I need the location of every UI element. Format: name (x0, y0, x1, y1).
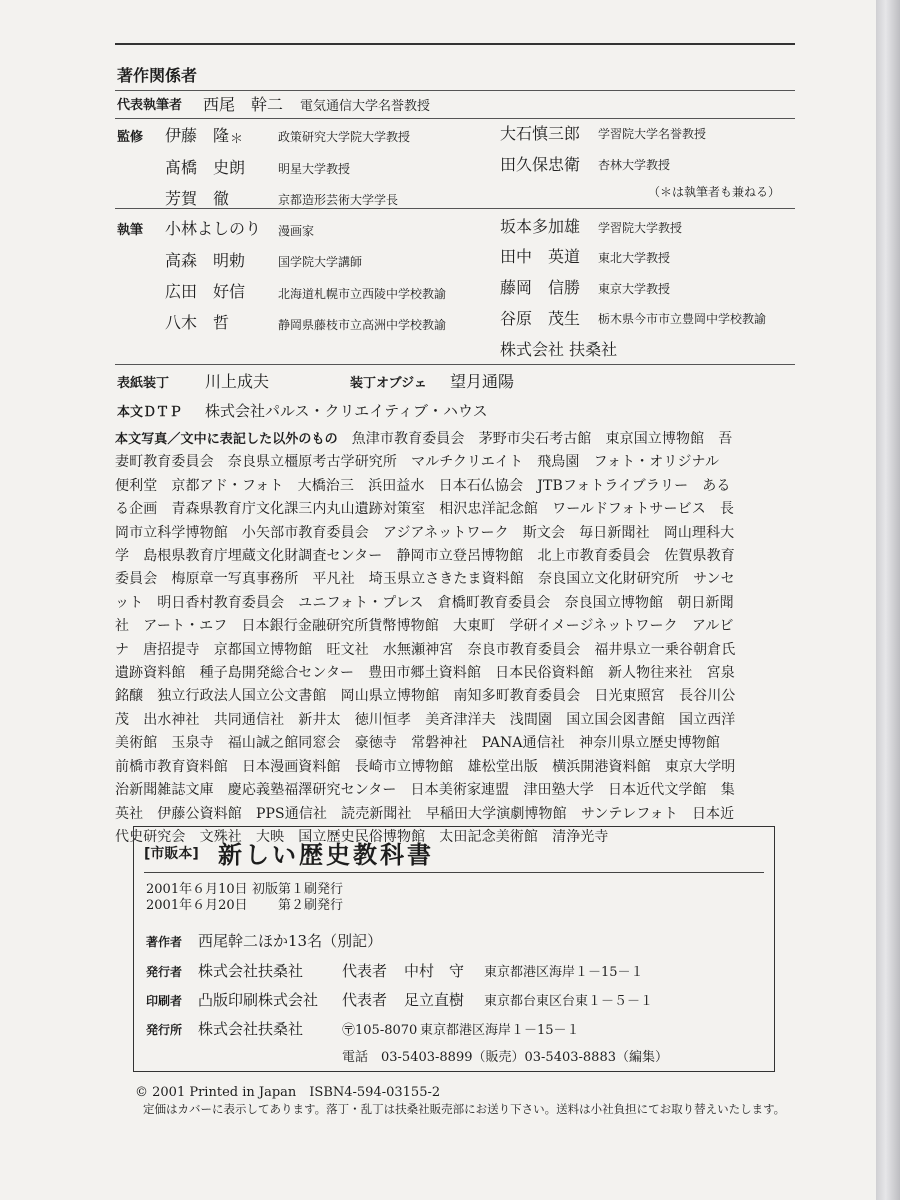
publisher-rep: 中村 守 (404, 962, 465, 980)
printer-rep-label: 代表者 (342, 991, 388, 1009)
writer-name: 坂本多加雄 (500, 217, 581, 236)
supervisor-name: 髙橋 史朗 (165, 158, 246, 177)
colophon-box (133, 826, 775, 1072)
credit-line: 便利堂 京都アド・フォト 大橋治三 浜田益水 日本石仏協会 JTBフォトライブラリー ある (115, 477, 731, 494)
cover-object-label: 装丁オブジェ (350, 376, 427, 391)
supervisor-affiliation: 政策研究大学院大学教授 (278, 130, 411, 144)
publisher-address: 東京都港区海岸１－15－１ (484, 965, 644, 980)
credit-line: 代史研究会 文殊社 大映 国立歴史民俗博物館 太田記念美術館 清浄光寺 (115, 828, 609, 845)
supervisor-mark: ＊ (230, 132, 244, 147)
rule (115, 208, 795, 209)
supervisor-affiliation: 京都造形芸術大学学長 (278, 193, 399, 207)
section-title: 著作関係者 (117, 66, 198, 85)
printer-rep: 足立直樹 (404, 991, 465, 1009)
rule (115, 90, 795, 91)
credit-line: 美術館 玉泉寺 福山誠之館同窓会 豪徳寺 常磐神社 PANA通信社 神奈川県立歴史博物館 (115, 735, 721, 752)
credit-line: 英社 伊藤公資料館 PPS通信社 読売新聞社 早稲田大学演劇博物館 サンテレフォト 日本近 (115, 805, 735, 822)
credit-line: 岡市立科学博物館 小矢部市教育委員会 アジアネットワーク 斯文会 毎日新聞社 岡山理科大 (115, 524, 735, 541)
supervisor-name: 芳賀 徹 (165, 189, 230, 208)
writer-affiliation: 北海道札幌市立西陵中学校教諭 (278, 287, 447, 301)
credit-line (115, 428, 799, 451)
supervisor-name: 田久保忠衛 (500, 155, 581, 174)
credit-line: 遺跡資料館 種子島開発総合センター 豊田市郷土資料館 日本民俗資料館 新人物往来社 宮泉 (115, 665, 735, 682)
credit-line: 妻町教育委員会 奈良県立橿原考古学研究所 マルチクリエイト 飛鳥園 フォト・オリジナル (115, 454, 720, 471)
representative-affiliation: 電気通信大学名誉教授 (300, 99, 431, 114)
office-company: 株式会社扶桑社 (198, 1020, 304, 1038)
supervision-label: 監修 (117, 130, 144, 145)
writer-name: 藤岡 信勝 (500, 278, 581, 297)
phone: 電話 03-5403-8899（販売）03-5403-8883（編集） (342, 1050, 668, 1065)
representative-name: 西尾 幹二 (203, 95, 284, 114)
supervisor-name: 大石慎三郎 (500, 124, 581, 143)
writer-affiliation: 東北大学教授 (598, 251, 671, 265)
cover-object-name: 望月通陽 (450, 372, 515, 391)
printing-date: 2001年６月20日 (146, 898, 248, 913)
writers-label: 執筆 (117, 223, 144, 238)
supervisor-affiliation: 明星大学教授 (278, 162, 351, 176)
cover-name: 川上成夫 (205, 372, 270, 391)
printing-edition: 第２刷発行 (278, 898, 344, 913)
credit-line: 茂 出水神社 共同通信社 新井太 徳川恒孝 美斉津洋夫 浅間園 国立国会図書館 国立西洋 (115, 711, 736, 728)
writer-name: 田中 英道 (500, 247, 581, 266)
credit-line: ット 明日香村教育委員会 ユニフォト・プレス 倉橋町教育委員会 奈良国立博物館 朝日新聞 (115, 594, 734, 611)
author-value: 西尾幹二ほか13名（別記） (198, 932, 383, 950)
credit-line: 治新聞雑誌文庫 慶応義塾福澤研究センター 日本美術家連盟 津田塾大学 日本近代文学館 集 (115, 782, 735, 799)
printing-date: 2001年６月10日 (146, 882, 248, 897)
office-label: 発行所 (146, 1023, 183, 1037)
writer-affiliation: 漫画家 (278, 224, 315, 238)
writer-affiliation: 学習院大学教授 (598, 221, 683, 235)
book-title: 新しい歴史教科書 (218, 840, 434, 869)
supervisor-name: 伊藤 隆 (165, 126, 230, 145)
notice: 定価はカバーに表示してあります。落丁・乱丁は扶桑社販売部にお送り下さい。送料は小社負担にてお取り替えいたします。 (143, 1102, 786, 1116)
writer-name: 谷原 茂生 (500, 309, 581, 328)
writer-company: 株式会社 扶桑社 (500, 340, 618, 359)
writer-name: 八木 哲 (165, 313, 230, 332)
photo-credits (115, 428, 799, 849)
credit-line: ナ 唐招提寺 京都国立博物館 旺文社 水無瀬神宮 奈良市教育委員会 福井県立一乗谷朝倉氏 (115, 641, 736, 658)
publisher-company: 株式会社扶桑社 (198, 962, 304, 980)
rule (115, 364, 795, 365)
supervisor-affiliation: 学習院大学名誉教授 (598, 127, 707, 141)
writer-name: 広田 好信 (165, 282, 246, 301)
top-rule (115, 43, 795, 45)
copyright: © 2001 Printed in Japan ISBN4-594-03155-2 (135, 1085, 441, 1100)
printing-edition: 初版第１刷発行 (252, 882, 344, 897)
printer-address: 東京都台東区台東１－５－１ (484, 994, 654, 1009)
credit-line: 社 アート・エフ 日本銀行金融研究所貨幣博物館 大東町 学研イメージネットワーク アルビ (115, 618, 734, 635)
writer-affiliation: 国学院大学講師 (278, 255, 363, 269)
office-address: 東京都港区海岸１－15－１ (420, 1023, 580, 1038)
supervisor-affiliation: 杏林大学教授 (598, 158, 671, 172)
credit-text: 魚津市教育委員会 茅野市尖石考古館 東京国立博物館 吾 (351, 431, 733, 447)
writer-affiliation: 栃木県今市市立豊岡中学校教諭 (598, 312, 767, 326)
writer-name: 小林よしのり (165, 219, 262, 238)
publisher-rep-label: 代表者 (342, 962, 388, 980)
commercial-edition-badge: [市販本] (144, 846, 199, 862)
dtp-name: 株式会社パルス・クリエイティブ・ハウス (205, 402, 488, 420)
cover-label: 表紙装丁 (117, 376, 170, 391)
writer-affiliation: 東京大学教授 (598, 282, 671, 296)
rule (144, 872, 764, 873)
credit-line: る企画 青森県教育庁文化課三内丸山遺跡対策室 相沢忠洋記念館 ワールドフォトサービス 長 (115, 501, 734, 518)
rule (115, 118, 795, 119)
credit-line: 委員会 梅原章一写真事務所 平凡社 埼玉県立さきたま資料館 奈良国立文化財研究所 サンセ (115, 571, 735, 588)
publisher-label: 発行者 (146, 965, 183, 979)
credit-line: 学 島根県教育庁埋蔵文化財調査センター 静岡市立登呂博物館 北上市教育委員会 佐賀県教育 (115, 548, 735, 565)
credit-line: 銘醸 独立行政法人国立公文書館 岡山県立博物館 南知多町教育委員会 日光東照宮 長谷川公 (115, 688, 736, 705)
photo-credits-label: 本文写真／文中に表記した以外のもの (115, 432, 338, 447)
writer-affiliation: 静岡県藤枝市立高洲中学校教諭 (278, 318, 447, 332)
representative-label: 代表執筆者 (117, 98, 183, 113)
dtp-label: 本文ＤＴＰ (117, 405, 183, 420)
office-postal: 〶105-8070 (342, 1023, 418, 1038)
printer-company: 凸版印刷株式会社 (198, 991, 319, 1009)
credit-line: 前橋市教育資料館 日本漫画資料館 長崎市立博物館 雄松堂出版 横浜開港資料館 東京大学明 (115, 758, 736, 775)
writer-name: 高森 明勅 (165, 251, 246, 270)
printer-label: 印刷者 (146, 994, 183, 1008)
supervision-note: （＊は執筆者も兼ねる） (648, 185, 781, 199)
author-label: 著作者 (146, 935, 183, 949)
page-edge (876, 0, 900, 1200)
